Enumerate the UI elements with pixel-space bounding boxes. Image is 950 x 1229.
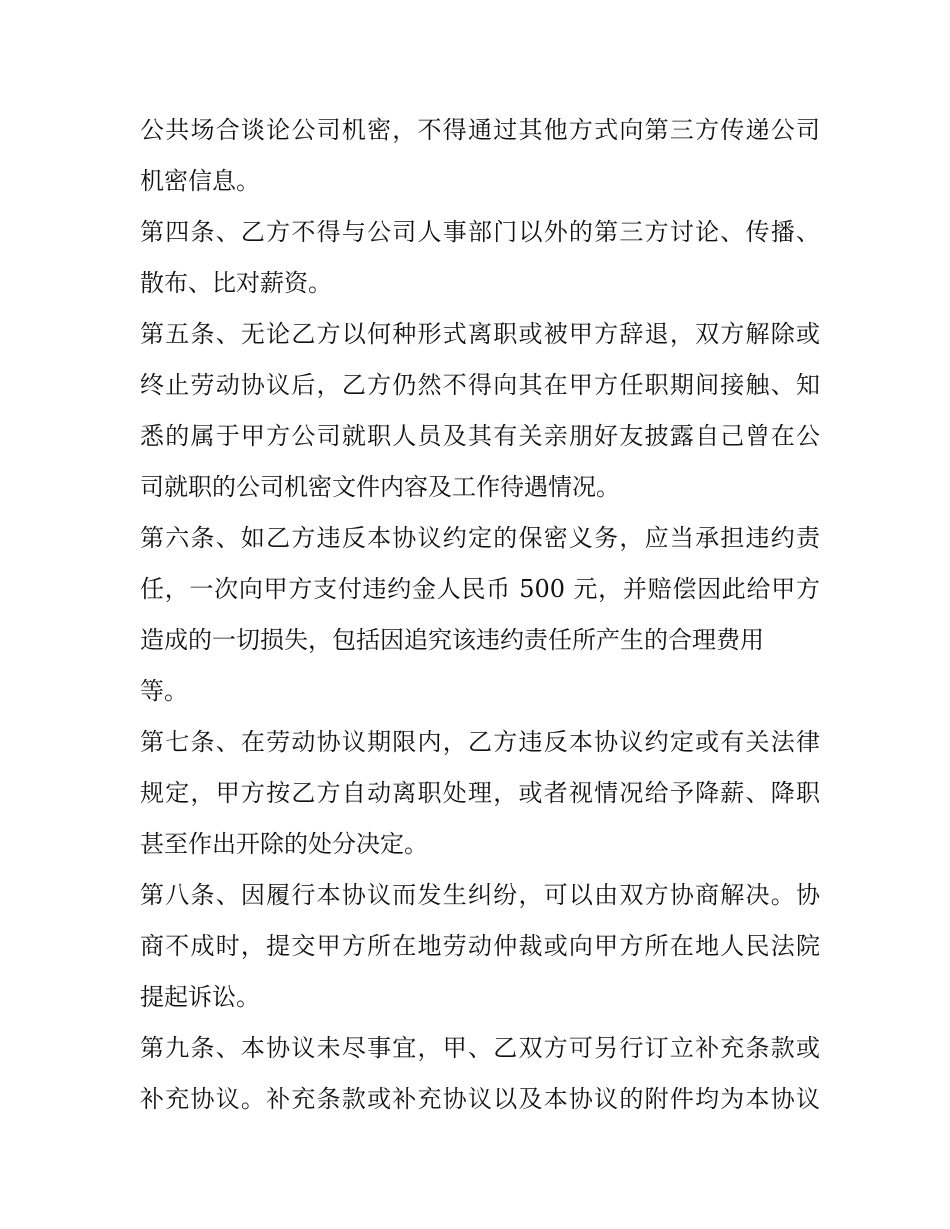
text-line: 第七条、在劳动协议期限内，乙方违反本协议约定或有关法律 [140,728,820,756]
text-line: 甚至作出开除的处分决定。 [140,830,428,858]
text-line: 散布、比对薪资。 [140,269,332,297]
text-line: 等。 [140,677,188,705]
paragraph-article-8 [140,870,820,1023]
text-line: 悉的属于甲方公司就职人员及其有关亲朋好友披露自己曾在公 [140,422,820,450]
text-line: 补充协议。补充条款或补充协议以及本协议的附件均为本协议 [140,1085,820,1113]
text-line: 造成的一切损失，包括因追究该违约责任所产生的合理费用 [140,626,764,654]
paragraph-article-9 [140,1023,820,1125]
paragraph-continuation [140,105,820,207]
text-line: 公共场合谈论公司机密，不得通过其他方式向第三方传递公司 [140,116,820,144]
text-line: 第四条、乙方不得与公司人事部门以外的第三方讨论、传播、 [140,218,820,246]
paragraph-article-6 [140,513,820,717]
paragraph-article-7 [140,717,820,870]
paragraph-article-5 [140,309,820,513]
text-line: 第六条、如乙方违反本协议约定的保密义务，应当承担违约责 [140,524,820,552]
text-line: 司就职的公司机密文件内容及工作待遇情况。 [140,473,620,501]
text-line: 商不成时，提交甲方所在地劳动仲裁或向甲方所在地人民法院 [140,932,820,960]
text-line: 第九条、本协议未尽事宜，甲、乙双方可另行订立补充条款或 [140,1034,820,1062]
text-line: 任，一次向甲方支付违约金人民币 500 元，并赔偿因此给甲方 [140,575,820,603]
text-line: 规定，甲方按乙方自动离职处理，或者视情况给予降薪、降职 [140,779,820,807]
text-line: 提起诉讼。 [140,983,260,1011]
text-line: 第八条、因履行本协议而发生纠纷，可以由双方协商解决。协 [140,881,820,909]
paragraph-article-4 [140,207,820,309]
text-line: 机密信息。 [140,167,260,195]
document-body [140,105,820,1125]
text-line: 第五条、无论乙方以何种形式离职或被甲方辞退，双方解除或 [140,320,820,348]
text-line: 终止劳动协议后，乙方仍然不得向其在甲方任职期间接触、知 [140,371,820,399]
